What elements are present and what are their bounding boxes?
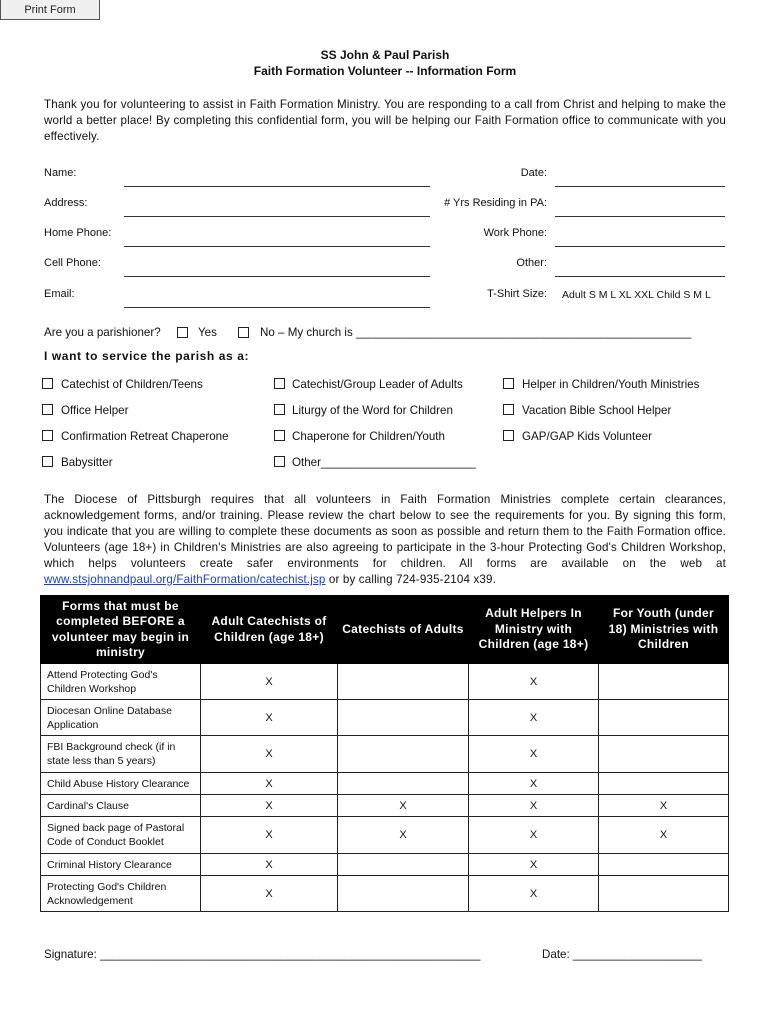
table-row [41,876,729,912]
table-row [41,736,729,773]
option-label: GAP/GAP Kids Volunteer [522,430,652,443]
req-cell [599,736,729,773]
req-cell: X [201,854,338,876]
table-row [41,773,729,795]
req-cell: X [469,773,599,795]
tshirt-label: T-Shirt Size: [487,288,547,300]
name-label: Name: [44,167,77,179]
option-label: Babysitter [61,456,113,469]
table-row [41,817,729,854]
form-name: Diocesan Online Database Application [41,700,201,736]
option-label: Helper in Children/Youth Ministries [522,378,700,391]
req-cell [338,876,469,912]
option-label: Catechist of Children/Teens [61,378,203,391]
parishioner-no-checkbox[interactable] [238,327,249,338]
req-cell [338,773,469,795]
form-name: Protecting God's Children Acknowledgement [41,876,201,912]
work-phone-field[interactable] [555,246,725,247]
print-form-button[interactable]: Print Form [0,0,100,20]
req-cell: X [201,876,338,912]
header-forms: Forms that must be completed BEFORE a volunteer may begin in ministry [41,596,201,664]
option-catechist-adults-checkbox[interactable] [274,378,285,389]
req-cell [338,700,469,736]
req-cell [599,700,729,736]
req-cell: X [201,795,338,817]
req-cell [338,664,469,700]
cell-phone-field[interactable] [124,276,430,277]
form-name: FBI Background check (if in state less than 5 years) [41,736,201,773]
req-cell: X [338,817,469,854]
table-row [41,795,729,817]
signature-field[interactable]: Signature: ___________________________________________________________ [44,948,481,961]
req-cell [599,876,729,912]
req-cell: X [201,736,338,773]
option-vbs-checkbox[interactable] [503,404,514,415]
yrs-residing-label: # Yrs Residing in PA: [444,197,547,209]
requirements-table [40,595,729,912]
signature-date-field[interactable]: Date: ____________________ [542,948,702,961]
req-cell: X [469,795,599,817]
option-label: Liturgy of the Word for Children [292,404,453,417]
option-label: Vacation Bible School Helper [522,404,672,417]
catechist-link[interactable]: www.stsjohnandpaul.org/FaithFormation/catechist.jsp [44,573,326,586]
req-cell: X [469,664,599,700]
req-cell: X [201,700,338,736]
form-name: Signed back page of Pastoral Code of Conduct Booklet [41,817,201,854]
home-phone-field[interactable] [124,246,430,247]
req-cell: X [201,773,338,795]
option-label: Other________________________ [292,456,476,469]
header-youth: For Youth (under 18) Ministries with Children [599,596,729,664]
req-cell [338,854,469,876]
email-field[interactable] [124,307,430,308]
req-cell: X [469,876,599,912]
option-label: Catechist/Group Leader of Adults [292,378,463,391]
option-liturgy-checkbox[interactable] [274,404,285,415]
req-cell: X [599,795,729,817]
yrs-residing-field[interactable] [555,216,725,217]
req-cell: X [469,817,599,854]
option-label: Confirmation Retreat Chaperone [61,430,229,443]
parishioner-no-label: No – My church is ____________________________________________________ [260,326,692,339]
option-catechist-children-checkbox[interactable] [42,378,53,389]
form-name: Criminal History Clearance [41,854,201,876]
home-phone-label: Home Phone: [44,227,112,239]
req-cell: X [469,854,599,876]
req-cell [599,854,729,876]
cell-phone-label: Cell Phone: [44,257,101,269]
req-cell [338,736,469,773]
diocese-text: The Diocese of Pittsburgh requires that all volunteers in Faith Formation Ministries complete certain clearances, acknowledgement forms, and/or training. Please review the chart below to see the requirements for you. By signing this form, you indicate that you are willing to complete these documents as soon as possible and return them to the Faith Formation office. Volunteers (age 18+) in Children's Ministries are also agreeing to participate in the 3-hour Protecting God's Children Workshop, which helps volunteers create safer environments for children. All forms are available on the web at [44,493,726,570]
form-name: Child Abuse History Clearance [41,773,201,795]
req-cell: X [469,700,599,736]
tshirt-sizes[interactable]: Adult S M L XL XXL Child S M L [562,289,711,301]
date-label: Date: [520,167,547,179]
option-babysitter-checkbox[interactable] [42,456,53,467]
option-other-checkbox[interactable] [274,456,285,467]
parishioner-yes-label: Yes [198,326,217,339]
option-office-helper-checkbox[interactable] [42,404,53,415]
parishioner-yes-checkbox[interactable] [177,327,188,338]
table-row [41,854,729,876]
diocese-paragraph [44,492,726,588]
date-field[interactable] [555,186,725,187]
option-helper-children-checkbox[interactable] [503,378,514,389]
header-catechists-adults: Catechists of Adults [338,596,469,664]
table-row [41,664,729,700]
form-title: Faith Formation Volunteer -- Information Form [253,64,517,78]
option-label: Office Helper [61,404,129,417]
work-phone-label: Work Phone: [483,227,547,239]
table-row [41,700,729,736]
form-name: Cardinal's Clause [41,795,201,817]
address-field[interactable] [124,216,430,217]
address-label: Address: [44,197,88,209]
option-gap-checkbox[interactable] [503,430,514,441]
req-cell [599,664,729,700]
intro-paragraph: Thank you for volunteering to assist in Faith Formation Ministry. You are responding to a call from Christ and helping to make the world a better place! By completing this confidential form, you will be helping our Faith Formation office to communicate with you effectively. [44,98,726,143]
header-adult-helpers: Adult Helpers In Ministry with Children (age 18+) [469,596,599,664]
other-label: Other: [516,257,547,269]
req-cell: X [201,664,338,700]
req-cell: X [201,817,338,854]
req-cell: X [338,795,469,817]
email-label: Email: [44,288,75,300]
other-field[interactable] [555,276,725,277]
parish-title: SS John & Paul Parish [320,48,450,62]
form-name: Attend Protecting God's Children Workshop [41,664,201,700]
req-cell [599,773,729,795]
name-field[interactable] [124,186,430,187]
option-label: Chaperone for Children/Youth [292,430,445,443]
option-confirmation-checkbox[interactable] [42,430,53,441]
req-cell: X [469,736,599,773]
diocese-phone: or by calling 724-935-2104 x39. [325,573,496,586]
parishioner-question: Are you a parishioner? [44,326,161,339]
req-cell: X [599,817,729,854]
header-adult-catechists: Adult Catechists of Children (age 18+) [201,596,338,664]
option-chaperone-checkbox[interactable] [274,430,285,441]
service-heading: I want to service the parish as a: [44,349,250,363]
